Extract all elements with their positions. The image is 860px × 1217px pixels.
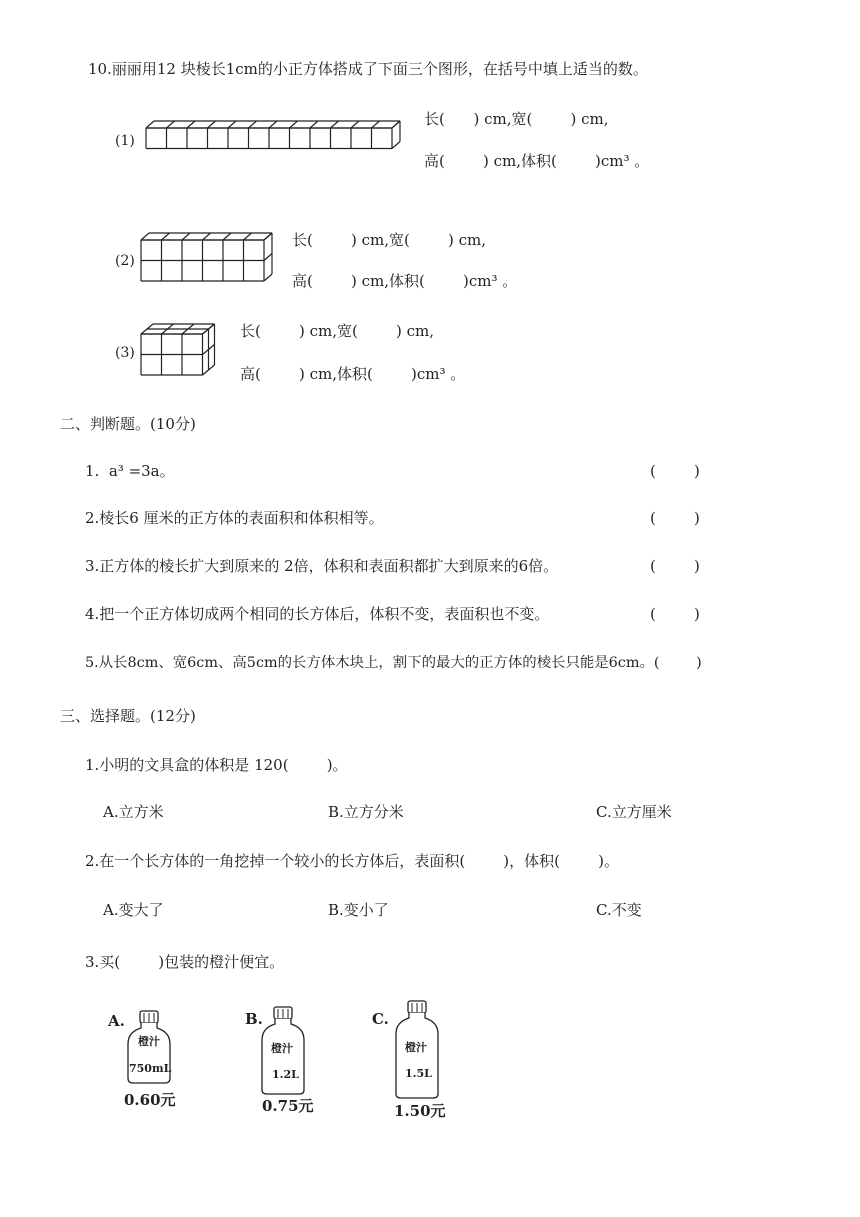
shape2-line2: 高( ) cm,体积( )cm³ 。 bbox=[292, 272, 518, 290]
bottle-b-volume: 1.2L bbox=[272, 1068, 299, 1081]
bottle-c-price: 1.50元 bbox=[394, 1102, 446, 1120]
choice-q2-option-b[interactable]: B.变小了 bbox=[328, 901, 389, 919]
shape3-number: (3) bbox=[115, 345, 135, 361]
choice-q2-option-c[interactable]: C.不变 bbox=[596, 901, 642, 919]
shape2-line1: 长( ) cm,宽( ) cm, bbox=[292, 231, 487, 249]
judge-answer-2[interactable]: ( ) bbox=[650, 509, 700, 527]
shape1-number: (1) bbox=[115, 133, 135, 149]
cube-block-3x2x2-figure bbox=[138, 316, 223, 381]
section2-heading: 二、判断题。(10分) bbox=[60, 415, 196, 433]
cube-block-6x2-figure bbox=[138, 228, 283, 288]
bottle-b-name: 橙汁 bbox=[271, 1042, 293, 1055]
bottle-c-volume: 1.5L bbox=[405, 1067, 432, 1080]
cube-row-1x12-figure bbox=[140, 114, 410, 156]
shape3-line1: 长( ) cm,宽( ) cm, bbox=[240, 322, 435, 340]
choice-q2-option-a[interactable]: A.变大了 bbox=[103, 901, 164, 919]
bottle-c-letter[interactable]: C. bbox=[372, 1010, 389, 1028]
judge-answer-3[interactable]: ( ) bbox=[650, 557, 700, 575]
bottle-b-price: 0.75元 bbox=[262, 1097, 314, 1115]
bottle-b-letter[interactable]: B. bbox=[245, 1010, 263, 1028]
bottle-a-letter[interactable]: A. bbox=[108, 1012, 125, 1030]
choice-q3-text: 3.买( )包装的橙汁便宜。 bbox=[85, 953, 285, 971]
q10-title: 10.丽丽用12 块棱长1cm的小正方体搭成了下面三个图形，在括号中填上适当的数。 bbox=[88, 60, 648, 78]
judge-item-5: 5.从长8cm、宽6cm、高5cm的长方体木块上，割下的最大的正方体的棱长只能是6cm。( ) bbox=[85, 655, 702, 671]
shape2-number: (2) bbox=[115, 253, 135, 269]
shape3-line2: 高( ) cm,体积( )cm³ 。 bbox=[240, 365, 466, 383]
bottle-a-price: 0.60元 bbox=[124, 1091, 176, 1109]
bottle-c-name: 橙汁 bbox=[405, 1041, 427, 1054]
judge-item-4: 4.把一个正方体切成两个相同的长方体后，体积不变，表面积也不变。 bbox=[85, 605, 550, 623]
judge-item-2: 2.棱长6 厘米的正方体的表面积和体积相等。 bbox=[85, 509, 384, 527]
bottle-a-volume: 750mL bbox=[129, 1062, 172, 1075]
choice-q1-option-c[interactable]: C.立方厘米 bbox=[596, 803, 672, 821]
choice-q1-option-b[interactable]: B.立方分米 bbox=[328, 803, 404, 821]
choice-q1-text: 1.小明的文具盒的体积是 120( )。 bbox=[85, 756, 348, 774]
choice-q1-option-a[interactable]: A.立方米 bbox=[103, 803, 164, 821]
shape1-line2: 高( ) cm,体积( )cm³ 。 bbox=[424, 152, 650, 170]
judge-answer-4[interactable]: ( ) bbox=[650, 605, 700, 623]
judge-item-1: 1. a³ =3a。 bbox=[85, 462, 175, 480]
judge-answer-1[interactable]: ( ) bbox=[650, 462, 700, 480]
judge-item-3: 3.正方体的棱长扩大到原来的 2倍，体积和表面积都扩大到原来的6倍。 bbox=[85, 557, 559, 575]
choice-q2-text: 2.在一个长方体的一角挖掉一个较小的长方体后，表面积( )，体积( )。 bbox=[85, 852, 620, 870]
section3-heading: 三、选择题。(12分) bbox=[60, 707, 196, 725]
shape1-line1: 长( ) cm,宽( ) cm, bbox=[424, 110, 609, 128]
bottle-a-name: 橙汁 bbox=[138, 1035, 160, 1048]
